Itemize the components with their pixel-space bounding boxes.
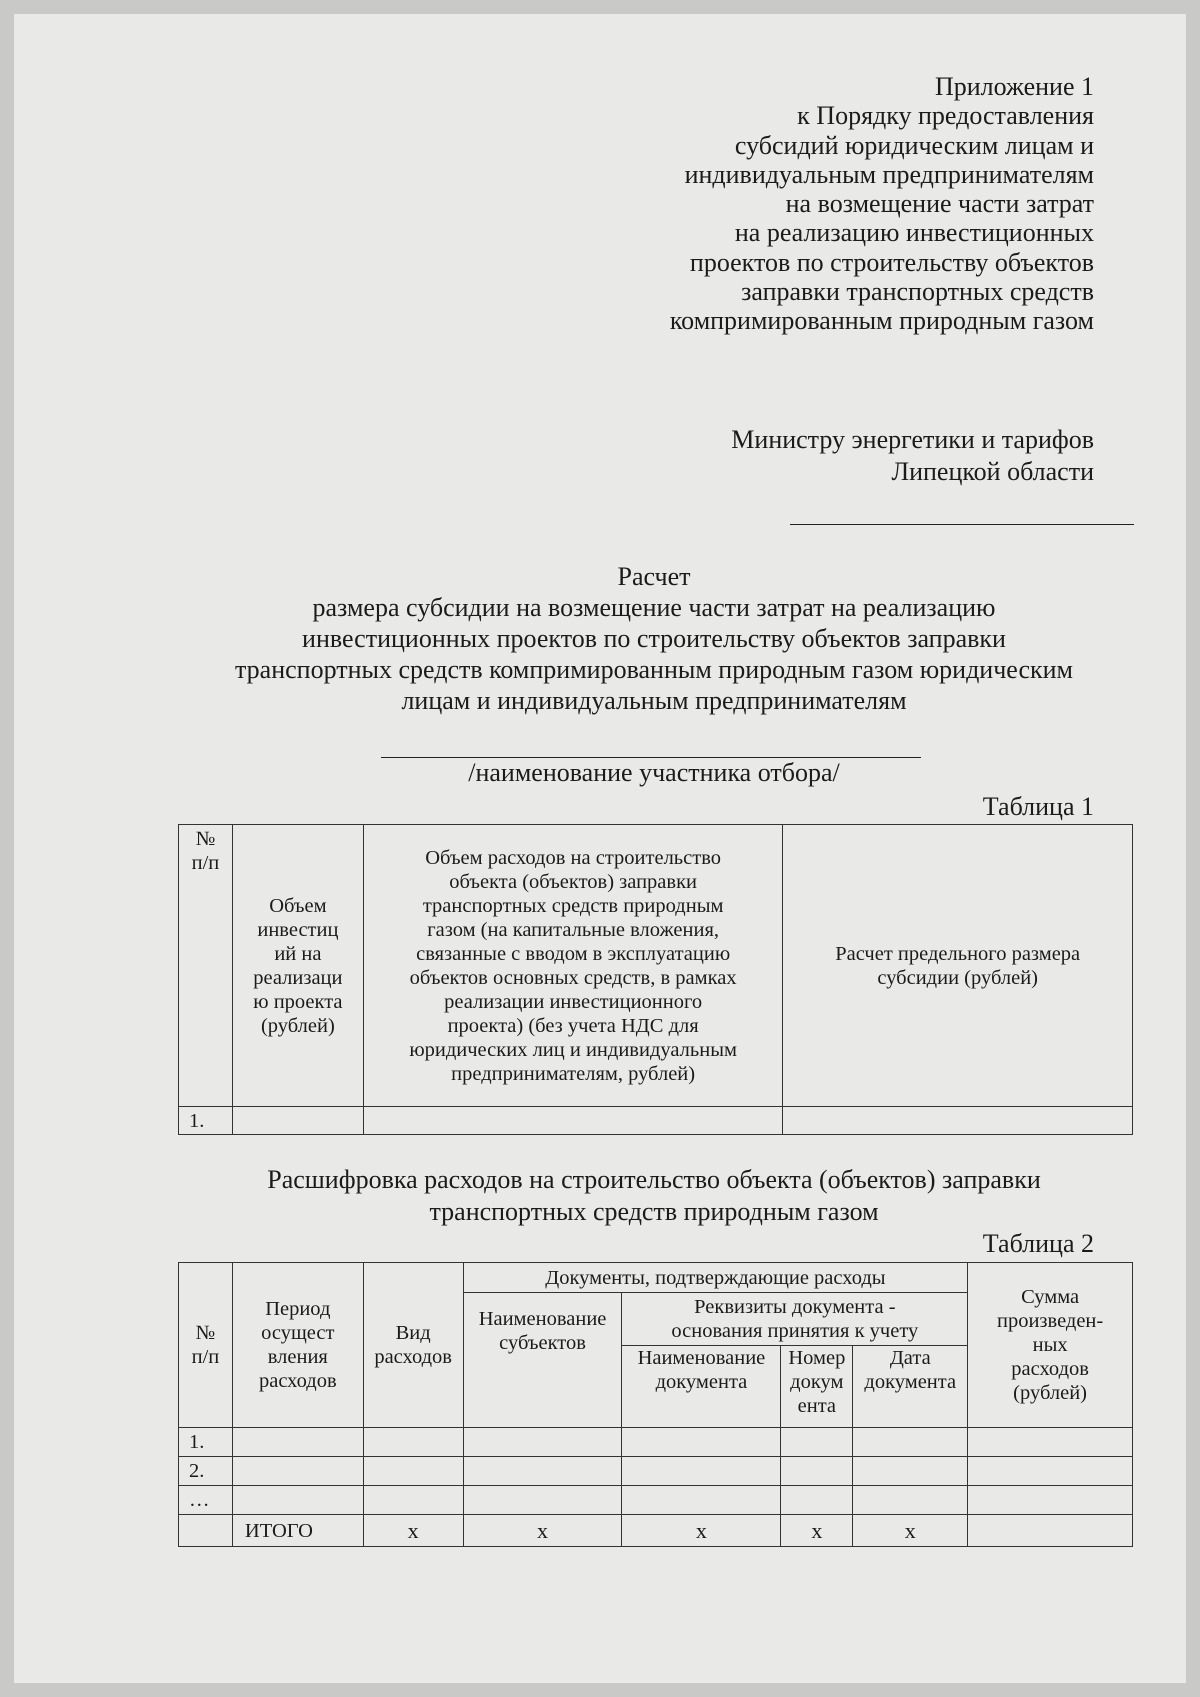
t2-total-label: ИТОГО <box>232 1515 363 1547</box>
t2-header-doc-date-text: Дата документа <box>864 1347 957 1393</box>
t2-header-doc-date <box>853 1346 968 1428</box>
t2-cell[interactable] <box>968 1428 1133 1457</box>
t2-cell[interactable] <box>363 1486 463 1515</box>
table-row <box>179 1107 1133 1135</box>
title-line: инвестиционных проектов по строительству объектов заправки <box>302 624 1006 653</box>
t2-cell[interactable] <box>363 1457 463 1486</box>
t2-total-sum[interactable] <box>968 1515 1133 1547</box>
t2-header-docs-text: Документы, подтверждающие расходы <box>545 1266 886 1289</box>
t1-header-subsidy-calc <box>783 825 1133 1107</box>
t1-cell-num: 1. <box>179 1107 233 1135</box>
table1-header-row <box>179 825 1133 1107</box>
table2-heading <box>114 1164 1194 1228</box>
title-line: лицам и индивидуальным предпринимателям <box>401 686 907 715</box>
appendix-line: на реализацию инвестиционных <box>734 218 1094 248</box>
t1-cell-expenses[interactable] <box>363 1107 783 1135</box>
t2-cell[interactable] <box>232 1486 363 1515</box>
t2-header-doc-name-text: Наименование документа <box>637 1347 766 1393</box>
t2-header-subjects-text: Наименование субъектов <box>478 1308 607 1354</box>
t2-header-type-text: Вид расходов <box>374 1322 452 1368</box>
t2-header-subjects <box>463 1293 622 1428</box>
appendix-line: компримированным природным газом <box>669 306 1094 336</box>
appendix-line: субсидий юридическим лицам и <box>734 130 1094 160</box>
t2-header-requisites <box>622 1293 968 1346</box>
t2-header-sum-text: Сумма произведен- ных расходов (рублей) <box>996 1286 1104 1404</box>
appendix-line: заправки транспортных средств <box>741 277 1094 307</box>
t2-header-doc-name <box>622 1346 781 1428</box>
t2-cell[interactable] <box>781 1428 853 1457</box>
t2-header-docs <box>463 1263 968 1293</box>
t2-cell[interactable] <box>232 1428 363 1457</box>
appendix-header <box>670 72 1094 336</box>
table2-label: Таблица 2 <box>982 1229 1094 1258</box>
t1-cell-investment[interactable] <box>232 1107 363 1135</box>
t2-cell-num: 2. <box>179 1457 233 1486</box>
t2-cell[interactable] <box>968 1486 1133 1515</box>
t2-cell[interactable] <box>463 1486 622 1515</box>
t2-total-x-mark: х <box>463 1515 622 1547</box>
t2-cell[interactable] <box>463 1428 622 1457</box>
t2-header-sum <box>968 1263 1133 1428</box>
t2-cell[interactable] <box>968 1457 1133 1486</box>
t2-total-x-mark: х <box>781 1515 853 1547</box>
t2-cell[interactable] <box>622 1457 781 1486</box>
table2-heading-line: транспортных средств природным газом <box>429 1197 879 1226</box>
t2-header-doc-number <box>781 1346 853 1428</box>
t2-cell[interactable] <box>781 1457 853 1486</box>
t2-header-num <box>179 1263 233 1428</box>
t2-cell-num: 1. <box>179 1428 233 1457</box>
t1-header-investment-text: Объем инвестиц ий на реализаци ю проекта (рублей) <box>253 894 343 1037</box>
t2-cell[interactable] <box>853 1428 968 1457</box>
appendix-line: на возмещение части затрат <box>785 189 1094 219</box>
table-total-row <box>179 1515 1133 1547</box>
t2-header-num-text: № п/п <box>191 1322 220 1368</box>
t1-cell-subsidy-calc[interactable] <box>783 1107 1133 1135</box>
table2-header-row <box>179 1263 1133 1293</box>
addressee-blank-line <box>790 524 1134 525</box>
appendix-line: проектов по строительству объектов <box>689 247 1094 277</box>
t2-header-type <box>363 1263 463 1428</box>
t2-cell[interactable] <box>232 1457 363 1486</box>
document-title <box>114 561 1194 716</box>
t2-header-doc-number-text: Номер докум ента <box>788 1347 846 1417</box>
t2-cell[interactable] <box>622 1428 781 1457</box>
t2-total-x-mark: х <box>363 1515 463 1547</box>
addressee-block <box>731 424 1094 488</box>
t2-cell[interactable] <box>781 1486 853 1515</box>
table1-label: Таблица 1 <box>982 792 1094 821</box>
appendix-line: индивидуальным предпринимателям <box>684 159 1094 189</box>
t2-cell[interactable] <box>853 1486 968 1515</box>
participant-caption: /наименование участника отбора/ <box>468 758 840 787</box>
t1-header-investment <box>232 825 363 1107</box>
t2-total-x-mark: х <box>853 1515 968 1547</box>
t2-total-num <box>179 1515 233 1547</box>
t1-header-num-text: № п/п <box>191 828 220 874</box>
t2-cell[interactable] <box>363 1428 463 1457</box>
t2-header-period-text: Период осущест вления расходов <box>258 1298 337 1392</box>
document-page <box>14 14 1186 1683</box>
t1-header-subsidy-calc-text: Расчет предельного размера субсидии (рублей) <box>835 942 1081 989</box>
table2-heading-line: Расшифровка расходов на строительство объекта (объектов) заправки <box>267 1165 1041 1194</box>
t2-cell[interactable] <box>853 1457 968 1486</box>
t1-header-expenses <box>363 825 783 1107</box>
t2-cell-num: … <box>179 1486 233 1515</box>
title-line: транспортных средств компримированным природным газом юридическим <box>234 655 1074 684</box>
table1 <box>178 824 1133 1135</box>
t2-cell[interactable] <box>622 1486 781 1515</box>
addressee-line: Липецкой области <box>891 457 1094 486</box>
t1-header-num <box>179 825 233 1107</box>
appendix-line: Приложение 1 <box>934 72 1094 101</box>
title-line: Расчет <box>617 562 691 591</box>
table-row <box>179 1486 1133 1515</box>
title-line: размера субсидии на возмещение части затрат на реализацию <box>312 593 996 622</box>
table-row <box>179 1428 1133 1457</box>
t2-header-requisites-text: Реквизиты документа - основания принятия к учету <box>671 1296 919 1342</box>
appendix-line: к Порядку предоставления <box>797 101 1094 131</box>
t1-header-expenses-text: Объем расходов на строительство объекта (объектов) заправки транспортных средств природным газом (на капитальные вложения, связанные с вводом в эксплуатацию объектов основных средств, в рамках реализации инвестиционного проекта) (без учета НДС для юридических лиц и индивидуальным предпринимателям, рублей) <box>409 846 737 1085</box>
addressee-line: Министру энергетики и тарифов <box>731 425 1094 454</box>
table2 <box>178 1262 1133 1547</box>
t2-header-period <box>232 1263 363 1428</box>
t2-cell[interactable] <box>463 1457 622 1486</box>
table-row <box>179 1457 1133 1486</box>
t2-total-x-mark: х <box>622 1515 781 1547</box>
